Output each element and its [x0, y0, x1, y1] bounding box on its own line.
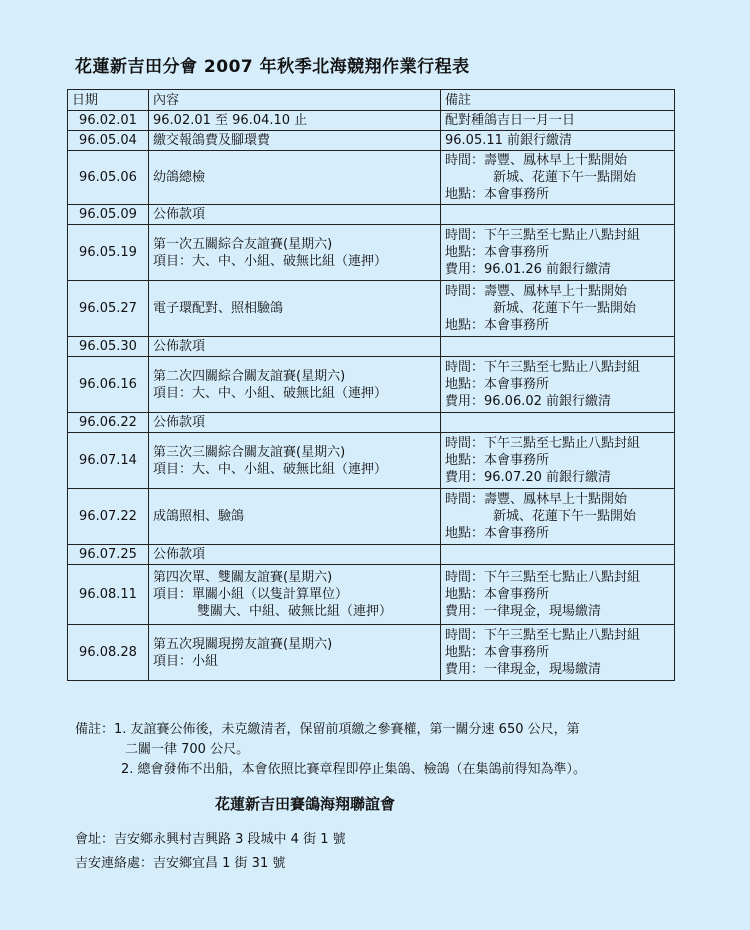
remark-line-1 [75, 720, 586, 740]
row-note [441, 151, 675, 205]
table-row [68, 545, 675, 565]
content-line: 項目：大、中、小組、破無比組（連押） [153, 385, 388, 401]
content-line: 幼鴿總檢 [153, 170, 206, 185]
note-line: 時間：下午三點至七點止八點封組 [445, 436, 641, 451]
row-content [149, 433, 441, 489]
note-line: 時間：下午三點至七點止八點封組 [445, 228, 641, 243]
schedule-table [67, 89, 675, 681]
note-line: 費用：96.07.20 前銀行繳清 [445, 470, 612, 485]
remark-item-1a: 1. 友誼賽公佈後，未克繳清者，保留前項繳之參賽權，第一關分速 650 公尺，第 [114, 722, 580, 737]
table-row [68, 433, 675, 489]
content-line: 項目：大、中、小組、破無比組（連押） [153, 253, 388, 269]
note-line: 時間：壽豐、鳳林早上十點開始 [445, 284, 628, 299]
row-content [149, 111, 441, 131]
organization-name: 花蓮新吉田賽鴿海翔聯誼會 [215, 795, 396, 813]
row-note [441, 111, 675, 131]
row-date: 96.07.25 [68, 545, 149, 565]
table-row [68, 225, 675, 281]
content-line: 第五次現關現撈友誼賽(星期六) [153, 636, 333, 652]
table-header-row [68, 90, 675, 111]
content-line: 繳交報鴿費及腳環費 [153, 133, 271, 148]
row-note [441, 565, 675, 625]
content-line: 公佈款項 [153, 415, 206, 430]
note-line: 時間：下午三點至七點止八點封組 [445, 360, 641, 375]
table-row [68, 111, 675, 131]
note-line: 費用：96.06.02 前銀行繳清 [445, 394, 612, 409]
row-note [441, 205, 675, 225]
note-line: 地點：本會事務所 [445, 187, 550, 202]
content-line: 第三次三關綜合關友誼賽(星期六) [153, 444, 346, 460]
content-line: 公佈款項 [153, 207, 206, 222]
row-content [149, 357, 441, 413]
content-line: 項目：大、中、小組、破無比組（連押） [153, 461, 388, 477]
remark-label: 備註： [75, 722, 115, 737]
row-date: 96.05.30 [68, 337, 149, 357]
note-line: 地點：本會事務所 [445, 318, 550, 333]
row-note [441, 545, 675, 565]
table-row [68, 625, 675, 681]
header-date: 日期 [68, 90, 149, 111]
row-content [149, 489, 441, 545]
row-content [149, 131, 441, 151]
table-row [68, 565, 675, 625]
note-line: 費用：一律現金，現場繳清 [445, 604, 602, 619]
row-date: 96.06.16 [68, 357, 149, 413]
note-line: 時間：下午三點至七點止八點封組 [445, 570, 641, 585]
content-line: 雙關大、中組、破無比組（連押） [197, 604, 393, 619]
table-row [68, 151, 675, 205]
note-line: 地點：本會事務所 [445, 377, 550, 392]
content-line: 項目：單關小組（以隻計算單位） [153, 587, 349, 602]
note-line: 96.05.11 前銀行繳清 [445, 133, 573, 148]
row-content [149, 225, 441, 281]
note-line: 費用：96.01.26 前銀行繳清 [445, 262, 612, 277]
row-date: 96.05.09 [68, 205, 149, 225]
note-line: 地點：本會事務所 [445, 526, 550, 541]
content-line: 電子環配對、照相驗鴿 [153, 301, 284, 316]
row-date: 96.08.28 [68, 625, 149, 681]
row-content [149, 337, 441, 357]
content-line: 96.02.01 至 96.04.10 止 [153, 113, 308, 128]
note-line: 費用：一律現金，現場繳清 [445, 662, 602, 677]
remark-item-1b: 二關一律 700 公尺。 [125, 742, 250, 757]
row-date: 96.07.22 [68, 489, 149, 545]
document-title: 花蓮新吉田分會 2007 年秋季北海競翔作業行程表 [75, 57, 470, 77]
remarks-section [75, 720, 586, 780]
note-line: 地點：本會事務所 [445, 453, 550, 468]
content-line: 項目：小組 [153, 653, 219, 669]
header-content: 內容 [149, 90, 441, 111]
note-line: 地點：本會事務所 [445, 245, 550, 260]
row-note [441, 625, 675, 681]
remark-line-3 [75, 760, 586, 780]
header-note: 備註 [441, 90, 675, 111]
row-note [441, 337, 675, 357]
row-content [149, 281, 441, 337]
table-row [68, 413, 675, 433]
note-line: 新城、花蓮下午一點開始 [493, 509, 637, 524]
note-line: 地點：本會事務所 [445, 587, 550, 602]
note-line: 新城、花蓮下午一點開始 [493, 301, 637, 316]
row-note [441, 489, 675, 545]
row-date: 96.05.19 [68, 225, 149, 281]
note-line: 時間：壽豐、鳳林早上十點開始 [445, 153, 628, 168]
row-content [149, 151, 441, 205]
note-line: 時間：下午三點至七點止八點封組 [445, 628, 641, 643]
row-content [149, 205, 441, 225]
row-content [149, 625, 441, 681]
content-line: 第二次四關綜合關友誼賽(星期六) [153, 368, 346, 384]
note-line: 新城、花蓮下午一點開始 [493, 170, 637, 185]
row-date: 96.02.01 [68, 111, 149, 131]
remark-line-2 [75, 740, 586, 760]
content-line: 公佈款項 [153, 339, 206, 354]
row-date: 96.07.14 [68, 433, 149, 489]
note-line: 地點：本會事務所 [445, 645, 550, 660]
table-row [68, 205, 675, 225]
row-note [441, 413, 675, 433]
remark-item-2: 2. 總會發佈不出船，本會依照比賽章程即停止集鴿、檢鴿（在集鴿前得知為準）。 [121, 762, 587, 777]
row-content [149, 413, 441, 433]
table-row [68, 281, 675, 337]
note-line: 配對種鴿吉日一月一日 [445, 113, 576, 128]
table-row [68, 131, 675, 151]
row-date: 96.05.27 [68, 281, 149, 337]
contact-office: 吉安連絡處：吉安鄉宜昌 1 街 31 號 [75, 856, 286, 871]
row-note [441, 281, 675, 337]
row-date: 96.05.04 [68, 131, 149, 151]
row-date: 96.05.06 [68, 151, 149, 205]
content-line: 第四次單、雙關友誼賽(星期六) [153, 570, 333, 585]
row-date: 96.06.22 [68, 413, 149, 433]
content-line: 第一次五關綜合友誼賽(星期六) [153, 236, 333, 252]
row-note [441, 433, 675, 489]
row-date: 96.08.11 [68, 565, 149, 625]
row-content [149, 545, 441, 565]
note-line: 時間：壽豐、鳳林早上十點開始 [445, 492, 628, 507]
row-note [441, 131, 675, 151]
table-row [68, 357, 675, 413]
content-line: 成鴿照相、驗鴿 [153, 509, 245, 524]
row-content [149, 565, 441, 625]
address: 會址：吉安鄉永興村吉興路 3 段城中 4 街 1 號 [75, 832, 346, 847]
table-row [68, 337, 675, 357]
content-line: 公佈款項 [153, 547, 206, 562]
table-row [68, 489, 675, 545]
row-note [441, 357, 675, 413]
row-note [441, 225, 675, 281]
